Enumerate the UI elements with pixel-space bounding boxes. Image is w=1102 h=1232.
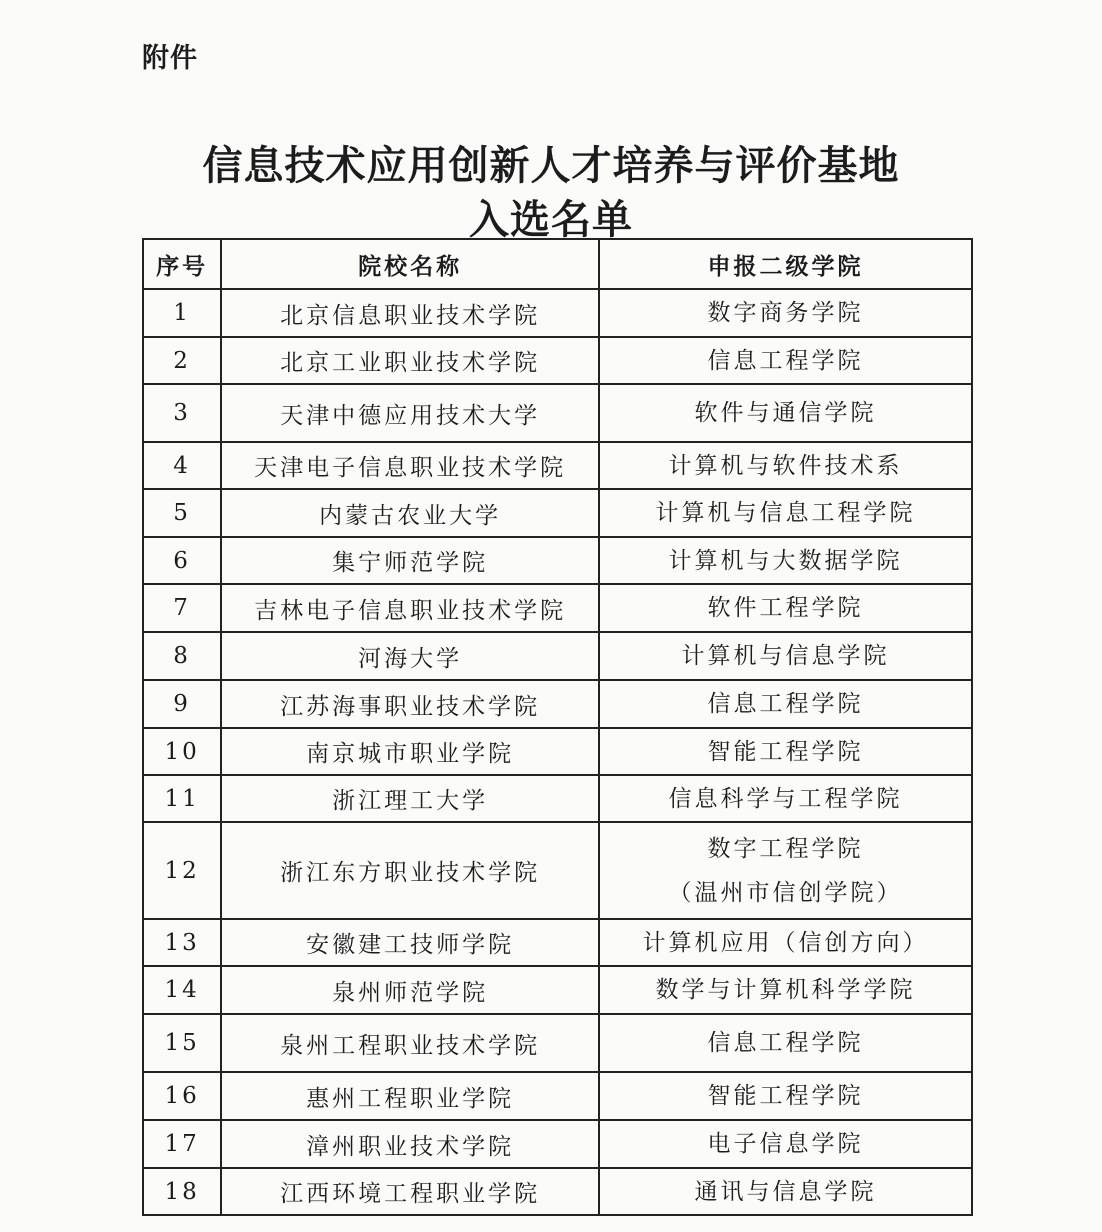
school-name: 泉州工程职业技术学院 <box>221 1014 599 1072</box>
table-row <box>143 289 972 337</box>
department-name <box>599 1120 972 1168</box>
department-name <box>599 584 972 632</box>
school-name: 天津电子信息职业技术学院 <box>221 442 599 489</box>
department-name <box>599 537 972 584</box>
table-row <box>143 966 972 1014</box>
department-name <box>599 337 972 384</box>
department-line: 信息工程学院 <box>707 347 864 374</box>
table-row <box>143 1168 972 1215</box>
department-name <box>599 919 972 966</box>
row-number: 16 <box>143 1072 221 1120</box>
table-row <box>143 632 972 680</box>
row-number: 11 <box>143 775 221 822</box>
department-line: （温州市信创学院） <box>668 879 903 906</box>
school-name: 江西环境工程职业学院 <box>221 1168 599 1215</box>
department-line: 通讯与信息学院 <box>694 1178 877 1205</box>
table-row <box>143 489 972 537</box>
school-name: 泉州师范学院 <box>221 966 599 1014</box>
row-number: 1 <box>143 289 221 337</box>
department-line: 计算机与信息工程学院 <box>655 500 916 526</box>
department-line: 数字工程学院 <box>707 835 864 862</box>
row-number: 13 <box>143 919 221 966</box>
row-number: 14 <box>143 966 221 1014</box>
department-name <box>599 289 972 337</box>
table-row <box>143 442 972 489</box>
table-row <box>143 822 972 919</box>
school-name: 吉林电子信息职业技术学院 <box>221 584 599 632</box>
row-number: 7 <box>143 584 221 632</box>
department-name <box>599 775 972 822</box>
header-school-name: 院校名称 <box>221 239 599 289</box>
attachment-label: 附件 <box>142 43 198 74</box>
department-name <box>599 680 972 728</box>
department-name <box>599 728 972 775</box>
department-name <box>599 966 972 1014</box>
row-number: 15 <box>143 1014 221 1072</box>
department-name <box>599 442 972 489</box>
department-line: 智能工程学院 <box>707 1083 864 1109</box>
table-row <box>143 775 972 822</box>
school-name: 北京信息职业技术学院 <box>221 289 599 337</box>
department-name <box>599 489 972 537</box>
table-row <box>143 728 972 775</box>
table-row <box>143 1120 972 1168</box>
row-number: 5 <box>143 489 221 537</box>
school-name: 集宁师范学院 <box>221 537 599 584</box>
department-line: 信息科学与工程学院 <box>668 785 903 812</box>
school-name: 北京工业职业技术学院 <box>221 337 599 384</box>
department-name <box>599 632 972 680</box>
department-name <box>599 384 972 442</box>
school-name: 河海大学 <box>221 632 599 680</box>
department-line: 数学与计算机科学学院 <box>655 977 916 1003</box>
row-number: 17 <box>143 1120 221 1168</box>
school-name: 漳州职业技术学院 <box>221 1120 599 1168</box>
header-department: 申报二级学院 <box>599 239 972 289</box>
table-row <box>143 680 972 728</box>
document-title: 信息技术应用创新人才培养与评价基地 <box>202 143 900 189</box>
school-name: 天津中德应用技术大学 <box>221 384 599 442</box>
department-line: 计算机与大数据学院 <box>668 547 903 574</box>
row-number: 12 <box>143 822 221 919</box>
table-row <box>143 1072 972 1120</box>
department-line: 信息工程学院 <box>707 1030 864 1056</box>
department-line: 软件工程学院 <box>707 595 864 621</box>
row-number: 3 <box>143 384 221 442</box>
table-header-row <box>143 239 972 289</box>
document-subtitle: 入选名单 <box>469 197 633 243</box>
department-line: 计算机与软件技术系 <box>668 452 903 479</box>
school-name: 浙江理工大学 <box>221 775 599 822</box>
school-name: 南京城市职业学院 <box>221 728 599 775</box>
table-row <box>143 919 972 966</box>
row-number: 9 <box>143 680 221 728</box>
department-line: 信息工程学院 <box>707 691 864 717</box>
selection-table <box>142 238 973 1216</box>
department-name <box>599 1072 972 1120</box>
row-number: 8 <box>143 632 221 680</box>
department-name <box>599 822 972 919</box>
header-number: 序号 <box>143 239 221 289</box>
department-line: 智能工程学院 <box>707 738 864 765</box>
table-row <box>143 537 972 584</box>
table-row <box>143 384 972 442</box>
department-name <box>599 1014 972 1072</box>
school-name: 浙江东方职业技术学院 <box>221 822 599 919</box>
row-number: 6 <box>143 537 221 584</box>
department-name <box>599 1168 972 1215</box>
table-row <box>143 1014 972 1072</box>
department-line: 计算机应用（信创方向） <box>642 929 929 956</box>
department-line: 计算机与信息学院 <box>681 643 890 669</box>
school-name: 惠州工程职业学院 <box>221 1072 599 1120</box>
table-row <box>143 584 972 632</box>
row-number: 10 <box>143 728 221 775</box>
school-name: 安徽建工技师学院 <box>221 919 599 966</box>
school-name: 江苏海事职业技术学院 <box>221 680 599 728</box>
department-line: 软件与通信学院 <box>694 400 877 426</box>
row-number: 18 <box>143 1168 221 1215</box>
department-line: 电子信息学院 <box>707 1131 864 1157</box>
department-line: 数字商务学院 <box>707 300 864 326</box>
row-number: 2 <box>143 337 221 384</box>
table-row <box>143 337 972 384</box>
row-number: 4 <box>143 442 221 489</box>
school-name: 内蒙古农业大学 <box>221 489 599 537</box>
